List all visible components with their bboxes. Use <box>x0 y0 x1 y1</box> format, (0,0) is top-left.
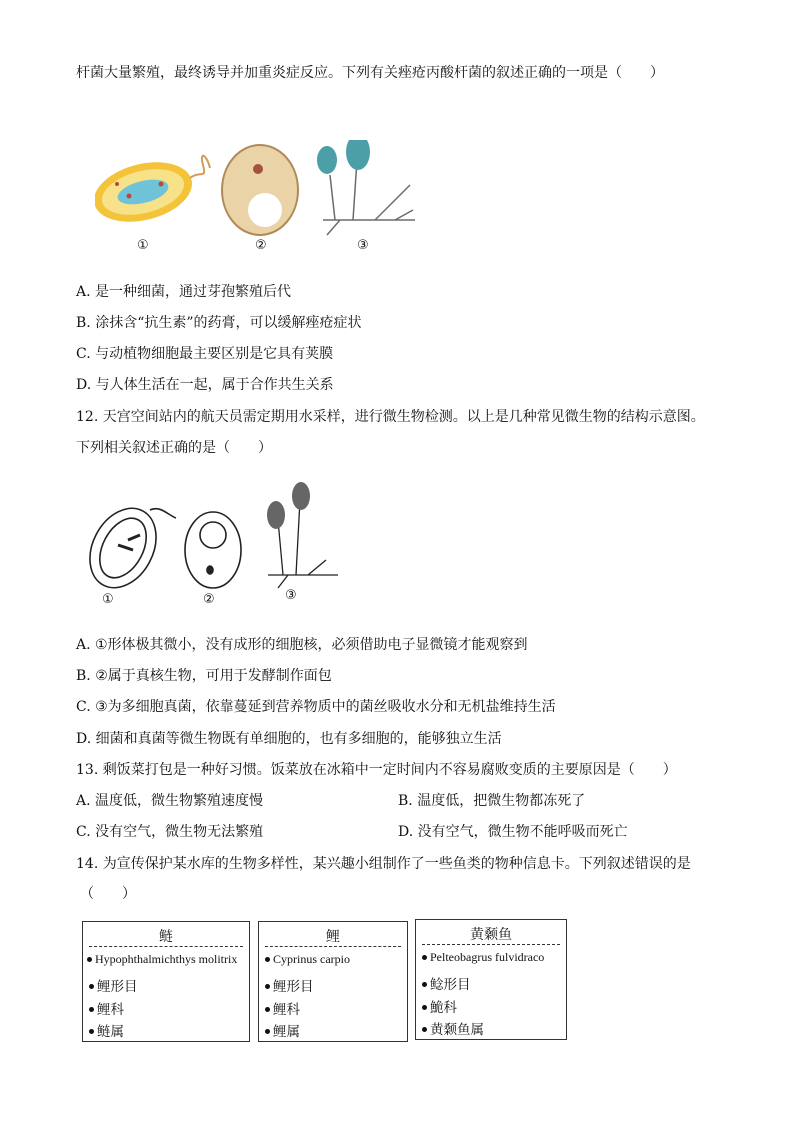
q11-option-d: D. 与人体生活在一起，属于合作共生关系 <box>76 377 334 393</box>
card-divider <box>422 944 560 945</box>
yeast-illustration <box>222 145 298 235</box>
microorganism-figure-2 <box>88 480 358 590</box>
question-12-stem-line-2: 下列相关叙述正确的是（ ） <box>76 440 272 456</box>
card-genus: 鲤属 <box>265 1020 300 1040</box>
question-14-answer-paren: （ ） <box>80 886 136 902</box>
question-14-stem: 14. 为宣传保护某水库的生物多样性，某兴趣小组制作了一些鱼类的物种信息卡。下列叙述错误的是 <box>76 856 691 872</box>
species-card-silver-carp <box>82 921 250 1042</box>
yeast-line-illustration <box>185 512 241 588</box>
mold-illustration <box>317 140 415 235</box>
figure-2-label-1: ① <box>102 592 114 607</box>
figure-2-label-3: ③ <box>285 588 297 603</box>
q12-option-b: B. ②属于真核生物，可用于发酵制作面包 <box>76 668 332 684</box>
q12-option-c: C. ③为多细胞真菌，依靠蔓延到营养物质中的菌丝吸收水分和无机盐维持生活 <box>76 699 556 715</box>
species-card-yellow-catfish <box>415 919 567 1040</box>
card-title: 黄颡鱼 <box>470 927 512 943</box>
card-order: 鲤形目 <box>265 975 314 995</box>
card-genus: 黄颡鱼属 <box>422 1018 484 1038</box>
q11-option-a: A. 是一种细菌，通过芽孢繁殖后代 <box>76 284 292 300</box>
bacterium-line-illustration <box>88 497 176 590</box>
q13-option-c: C. 没有空气，微生物无法繁殖 <box>76 824 264 840</box>
card-order: 鲤形目 <box>89 975 138 995</box>
figure-2-label-2: ② <box>203 592 215 607</box>
q12-option-a: A. ①形体极其微小，没有成形的细胞核，必须借助电子显微镜才能观察到 <box>76 637 528 653</box>
card-latin-name: Pelteobagrus fulvidraco <box>422 950 544 965</box>
question-11-stem: 杆菌大量繁殖，最终诱导并加重炎症反应。下列有关痤疮丙酸杆菌的叙述正确的一项是（ ） <box>76 65 664 81</box>
card-family: 鲤科 <box>265 998 300 1018</box>
mold-line-illustration <box>267 482 338 588</box>
q12-option-d: D. 细菌和真菌等微生物既有单细胞的，也有多细胞的，能够独立生活 <box>76 731 502 747</box>
card-divider <box>89 946 243 947</box>
card-divider <box>265 946 401 947</box>
q13-option-d: D. 没有空气，微生物不能呼吸而死亡 <box>398 824 628 840</box>
question-12-stem-line-1: 12. 天宫空间站内的航天员需定期用水采样，进行微生物检测。以上是几种常见微生物的结构示意图。 <box>76 409 705 425</box>
card-latin-name: Hypophthalmichthys molitrix <box>87 952 237 967</box>
question-13-stem: 13. 剩饭菜打包是一种好习惯。饭菜放在冰箱中一定时间内不容易腐败变质的主要原因是（ ） <box>76 762 677 778</box>
card-genus: 鲢属 <box>89 1020 124 1040</box>
card-title: 鲢 <box>159 929 173 945</box>
q11-option-b: B. 涂抹含“抗生素”的药膏，可以缓解痤疮症状 <box>76 315 362 331</box>
species-card-common-carp <box>258 921 408 1042</box>
figure-1-label-1: ① <box>137 238 149 253</box>
q13-option-b: B. 温度低，把微生物都冻死了 <box>398 793 586 809</box>
q13-option-a: A. 温度低，微生物繁殖速度慢 <box>76 793 264 809</box>
card-family: 鲤科 <box>89 998 124 1018</box>
card-title: 鲤 <box>326 929 340 945</box>
bacterium-illustration <box>95 153 210 232</box>
card-latin-name: Cyprinus carpio <box>265 952 350 967</box>
card-family: 鮠科 <box>422 996 457 1016</box>
q11-option-c: C. 与动植物细胞最主要区别是它具有荚膜 <box>76 346 334 362</box>
figure-1-label-2: ② <box>255 238 267 253</box>
card-order: 鲶形目 <box>422 973 471 993</box>
figure-1-label-3: ③ <box>357 238 369 253</box>
